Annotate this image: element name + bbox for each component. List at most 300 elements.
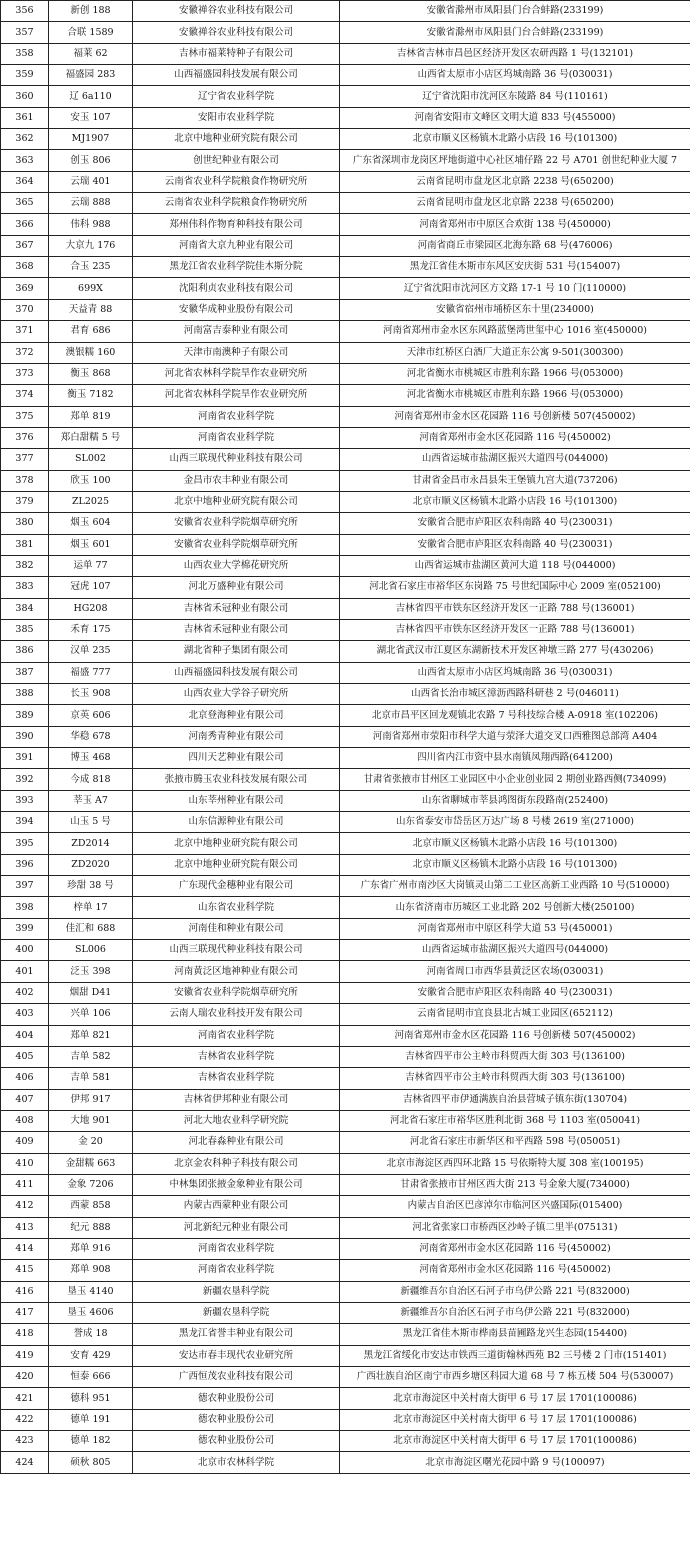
table-row (1, 748, 690, 769)
variety-name-cell: 长玉 908 (49, 684, 133, 705)
table-row (1, 1110, 690, 1131)
table-row (1, 1068, 690, 1089)
variety-name-cell: 运单 77 (49, 555, 133, 576)
applicant-address-cell: 安徽省合肥市庐阳区农科南路 40 号(230031) (340, 513, 690, 534)
applicant-name-cell: 辽宁省农业科学院 (133, 86, 340, 107)
applicant-name-cell: 沈阳利贞农业科技有限公司 (133, 278, 340, 299)
table-row (1, 619, 690, 640)
table-row (1, 854, 690, 875)
variety-name-cell: 华稳 678 (49, 726, 133, 747)
row-number-cell: 382 (1, 555, 49, 576)
table-row (1, 107, 690, 128)
table-row (1, 278, 690, 299)
applicant-name-cell: 安徽省农业科学院烟草研究所 (133, 982, 340, 1003)
applicant-address-cell: 河北省衡水市桃城区市胜利东路 1966 号(053000) (340, 363, 690, 384)
table-row (1, 299, 690, 320)
variety-name-cell: SL006 (49, 940, 133, 961)
applicant-address-cell: 山西省运城市盐湖区黄河大道 118 号(044000) (340, 555, 690, 576)
variety-name-cell: 烟玉 601 (49, 534, 133, 555)
applicant-address-cell: 内蒙古自治区巴彦淖尔市临河区兴盛国际(015400) (340, 1196, 690, 1217)
table-row (1, 918, 690, 939)
applicant-name-cell: 黑龙江省誉丰种业有限公司 (133, 1324, 340, 1345)
row-number-cell: 372 (1, 342, 49, 363)
table-row (1, 449, 690, 470)
table-row (1, 1132, 690, 1153)
variety-name-cell: 合联 1589 (49, 22, 133, 43)
applicant-name-cell: 北京登海种业有限公司 (133, 705, 340, 726)
applicant-name-cell: 湖北省种子集团有限公司 (133, 641, 340, 662)
table-row (1, 555, 690, 576)
applicant-address-cell: 河北省张家口市桥西区沙岭子镇二里半(075131) (340, 1217, 690, 1238)
variety-name-cell: 德单 182 (49, 1431, 133, 1452)
table-row (1, 897, 690, 918)
table-row (1, 193, 690, 214)
applicant-name-cell: 广西恒茂农业科技有限公司 (133, 1367, 340, 1388)
table-row (1, 876, 690, 897)
table-row (1, 961, 690, 982)
row-number-cell: 394 (1, 812, 49, 833)
table-row (1, 129, 690, 150)
applicant-name-cell: 安徽华成种业股份有限公司 (133, 299, 340, 320)
applicant-name-cell: 河南省农业科学院 (133, 1025, 340, 1046)
variety-name-cell: 福盛 777 (49, 662, 133, 683)
applicant-name-cell: 山西福盛园科技发展有限公司 (133, 65, 340, 86)
variety-name-cell: 天益青 88 (49, 299, 133, 320)
table-row (1, 1, 690, 22)
row-number-cell: 364 (1, 171, 49, 192)
table-row (1, 1409, 690, 1430)
variety-name-cell: 郑单 916 (49, 1238, 133, 1259)
applicant-name-cell: 山西农业大学棉花研究所 (133, 555, 340, 576)
table-row (1, 705, 690, 726)
table-row (1, 833, 690, 854)
variety-name-cell: 垦玉 4140 (49, 1281, 133, 1302)
row-number-cell: 374 (1, 385, 49, 406)
applicant-address-cell: 河北省石家庄市裕华区东岗路 75 号世纪国际中心 2009 室(052100) (340, 577, 690, 598)
applicant-address-cell: 吉林省四平市伊通满族自治县营城子镇东街(130704) (340, 1089, 690, 1110)
applicant-address-cell: 山西省运城市盐湖区振兴大道四号(044000) (340, 449, 690, 470)
row-number-cell: 410 (1, 1153, 49, 1174)
applicant-name-cell: 河南省农业科学院 (133, 427, 340, 448)
applicant-name-cell: 安徽禅谷农业科技有限公司 (133, 22, 340, 43)
applicant-address-cell: 河南省郑州市金水区花园路 116 号创新楼 507(450002) (340, 406, 690, 427)
row-number-cell: 419 (1, 1345, 49, 1366)
applicant-name-cell: 新疆农垦科学院 (133, 1302, 340, 1323)
applicant-address-cell: 河南省郑州市中原区合欢街 138 号(450000) (340, 214, 690, 235)
applicant-name-cell: 德农种业股份公司 (133, 1409, 340, 1430)
applicant-address-cell: 北京市顺义区杨镇木北路小店段 16 号(101300) (340, 854, 690, 875)
applicant-address-cell: 河北省石家庄市新华区和平西路 598 号(050051) (340, 1132, 690, 1153)
table-row (1, 1388, 690, 1409)
variety-name-cell: 欣玉 100 (49, 470, 133, 491)
variety-table-body (1, 1, 690, 1474)
row-number-cell: 371 (1, 321, 49, 342)
row-number-cell: 405 (1, 1046, 49, 1067)
variety-name-cell: 新创 188 (49, 1, 133, 22)
applicant-name-cell: 北京中地种业研究院有限公司 (133, 833, 340, 854)
table-row (1, 86, 690, 107)
variety-name-cell: 博玉 468 (49, 748, 133, 769)
applicant-address-cell: 北京市昌平区回龙观镇北农路 7 号科技综合楼 A-0918 室(102206) (340, 705, 690, 726)
table-row (1, 235, 690, 256)
applicant-address-cell: 山西省长治市城区漳沥西路科研巷 2 号(046011) (340, 684, 690, 705)
row-number-cell: 373 (1, 363, 49, 384)
row-number-cell: 412 (1, 1196, 49, 1217)
applicant-address-cell: 河南省安阳市文峰区文明大道 833 号(455000) (340, 107, 690, 128)
variety-name-cell: 衡玉 868 (49, 363, 133, 384)
applicant-name-cell: 山西三联现代种业科技有限公司 (133, 940, 340, 961)
variety-name-cell: 西蒙 858 (49, 1196, 133, 1217)
applicant-name-cell: 安徽省农业科学院烟草研究所 (133, 513, 340, 534)
table-row (1, 726, 690, 747)
applicant-name-cell: 河北新纪元种业有限公司 (133, 1217, 340, 1238)
row-number-cell: 388 (1, 684, 49, 705)
variety-name-cell: 德单 191 (49, 1409, 133, 1430)
row-number-cell: 381 (1, 534, 49, 555)
applicant-address-cell: 山东省济南市历城区工业北路 202 号创新大楼(250100) (340, 897, 690, 918)
applicant-name-cell: 德农种业股份公司 (133, 1431, 340, 1452)
applicant-address-cell: 湖北省武汉市江夏区东湖新技术开发区神墩三路 277 号(430206) (340, 641, 690, 662)
applicant-name-cell: 内蒙古西蒙种业有限公司 (133, 1196, 340, 1217)
applicant-address-cell: 河南省郑州市中原区科学大道 53 号(450001) (340, 918, 690, 939)
row-number-cell: 408 (1, 1110, 49, 1131)
applicant-name-cell: 山西农业大学谷子研究所 (133, 684, 340, 705)
applicant-name-cell: 天津市南澳种子有限公司 (133, 342, 340, 363)
row-number-cell: 420 (1, 1367, 49, 1388)
row-number-cell: 379 (1, 491, 49, 512)
applicant-name-cell: 河南富吉泰种业有限公司 (133, 321, 340, 342)
variety-name-cell: 今成 818 (49, 769, 133, 790)
table-row (1, 1196, 690, 1217)
table-row (1, 363, 690, 384)
applicant-address-cell: 河南省周口市西华县黄泛区农场(030031) (340, 961, 690, 982)
row-number-cell: 418 (1, 1324, 49, 1345)
applicant-name-cell: 吉林省农业科学院 (133, 1068, 340, 1089)
row-number-cell: 396 (1, 854, 49, 875)
applicant-address-cell: 山东省泰安市岱岳区万达广场 8 号楼 2619 室(271000) (340, 812, 690, 833)
applicant-name-cell: 河南省农业科学院 (133, 1260, 340, 1281)
applicant-address-cell: 北京市海淀区中关村南大街甲 6 号 17 层 1701(100086) (340, 1388, 690, 1409)
variety-name-cell: 纪元 888 (49, 1217, 133, 1238)
applicant-name-cell: 河南省农业科学院 (133, 406, 340, 427)
table-row (1, 427, 690, 448)
row-number-cell: 386 (1, 641, 49, 662)
applicant-name-cell: 河北万盛种业有限公司 (133, 577, 340, 598)
applicant-address-cell: 广东省深圳市龙岗区坪地街道中心社区埔仔路 22 号 A701 创世纪种业大厦 7 (340, 150, 690, 171)
row-number-cell: 422 (1, 1409, 49, 1430)
variety-name-cell: 郑单 821 (49, 1025, 133, 1046)
variety-name-cell: 金象 7206 (49, 1174, 133, 1195)
applicant-address-cell: 吉林省四平市铁东区经济开发区一正路 788 号(136001) (340, 598, 690, 619)
variety-name-cell: 伊邦 917 (49, 1089, 133, 1110)
table-row (1, 171, 690, 192)
row-number-cell: 397 (1, 876, 49, 897)
row-number-cell: 402 (1, 982, 49, 1003)
applicant-name-cell: 河北省农林科学院旱作农业研究所 (133, 385, 340, 406)
variety-name-cell: 梓单 17 (49, 897, 133, 918)
variety-name-cell: 君育 686 (49, 321, 133, 342)
applicant-address-cell: 山西省太原市小店区坞城南路 36 号(030031) (340, 65, 690, 86)
variety-name-cell: 烟甜 D41 (49, 982, 133, 1003)
variety-name-cell: 佳汇和 688 (49, 918, 133, 939)
row-number-cell: 375 (1, 406, 49, 427)
applicant-name-cell: 中林集团张掖金象种业有限公司 (133, 1174, 340, 1195)
table-row (1, 534, 690, 555)
table-row (1, 1153, 690, 1174)
applicant-address-cell: 北京市海淀区中关村南大街甲 6 号 17 层 1701(100086) (340, 1409, 690, 1430)
table-row (1, 470, 690, 491)
applicant-name-cell: 金昌市农丰种业有限公司 (133, 470, 340, 491)
applicant-name-cell: 河南黄泛区地神种业有限公司 (133, 961, 340, 982)
applicant-address-cell: 新疆维吾尔自治区石河子市乌伊公路 221 号(832000) (340, 1281, 690, 1302)
variety-name-cell: SL002 (49, 449, 133, 470)
applicant-address-cell: 北京市顺义区杨镇木北路小店段 16 号(101300) (340, 491, 690, 512)
table-row (1, 812, 690, 833)
table-row (1, 385, 690, 406)
applicant-address-cell: 北京市海淀区曙光花园中路 9 号(100097) (340, 1452, 690, 1473)
table-row (1, 513, 690, 534)
applicant-address-cell: 安徽省滁州市凤阳县门台合蚌路(233199) (340, 22, 690, 43)
applicant-name-cell: 山西福盛园科技发展有限公司 (133, 662, 340, 683)
applicant-address-cell: 天津市红桥区白酒厂大道正东公寓 9-501(300300) (340, 342, 690, 363)
table-row (1, 940, 690, 961)
row-number-cell: 390 (1, 726, 49, 747)
variety-name-cell: 珍甜 38 号 (49, 876, 133, 897)
applicant-address-cell: 北京市顺义区杨镇木北路小店段 16 号(101300) (340, 129, 690, 150)
variety-name-cell: 安玉 107 (49, 107, 133, 128)
applicant-name-cell: 河北大地农业科学研究院 (133, 1110, 340, 1131)
row-number-cell: 417 (1, 1302, 49, 1323)
row-number-cell: 393 (1, 790, 49, 811)
applicant-address-cell: 北京市海淀区中关村南大街甲 6 号 17 层 1701(100086) (340, 1431, 690, 1452)
applicant-address-cell: 黑龙江省佳木斯市桦南县苗圃路龙兴生态园(154400) (340, 1324, 690, 1345)
row-number-cell: 362 (1, 129, 49, 150)
applicant-name-cell: 山西三联现代种业科技有限公司 (133, 449, 340, 470)
applicant-address-cell: 河南省郑州市金水区花园路 116 号(450002) (340, 427, 690, 448)
applicant-address-cell: 云南省昆明市盘龙区北京路 2238 号(650200) (340, 171, 690, 192)
row-number-cell: 368 (1, 257, 49, 278)
variety-name-cell: 泛玉 398 (49, 961, 133, 982)
applicant-address-cell: 安徽省宿州市埇桥区东十里(234000) (340, 299, 690, 320)
variety-name-cell: 郑单 819 (49, 406, 133, 427)
applicant-address-cell: 河北省衡水市桃城区市胜利东路 1966 号(053000) (340, 385, 690, 406)
row-number-cell: 387 (1, 662, 49, 683)
applicant-name-cell: 吉林省禾冠种业有限公司 (133, 619, 340, 640)
table-row (1, 577, 690, 598)
applicant-name-cell: 吉林省伊邦种业有限公司 (133, 1089, 340, 1110)
applicant-name-cell: 云南人瑞农业科技开发有限公司 (133, 1004, 340, 1025)
applicant-address-cell: 吉林省四平市公主岭市科贸西大街 303 号(136100) (340, 1046, 690, 1067)
variety-name-cell: 福盛园 283 (49, 65, 133, 86)
applicant-address-cell: 辽宁省沈阳市沈河区东陵路 84 号(110161) (340, 86, 690, 107)
row-number-cell: 391 (1, 748, 49, 769)
variety-name-cell: MJ1907 (49, 129, 133, 150)
variety-name-cell: 汉单 235 (49, 641, 133, 662)
applicant-name-cell: 广东现代金穗种业有限公司 (133, 876, 340, 897)
variety-name-cell: 垦玉 4606 (49, 1302, 133, 1323)
applicant-address-cell: 广东省广州市南沙区大岗镇灵山第二工业区高新工业西路 10 号(510000) (340, 876, 690, 897)
row-number-cell: 411 (1, 1174, 49, 1195)
applicant-name-cell: 安徽省农业科学院烟草研究所 (133, 534, 340, 555)
row-number-cell: 423 (1, 1431, 49, 1452)
applicant-address-cell: 安徽省合肥市庐阳区农科南路 40 号(230031) (340, 982, 690, 1003)
row-number-cell: 358 (1, 43, 49, 64)
row-number-cell: 360 (1, 86, 49, 107)
table-row (1, 1302, 690, 1323)
applicant-address-cell: 四川省内江市资中县水南镇凤翔西路(641200) (340, 748, 690, 769)
row-number-cell: 361 (1, 107, 49, 128)
applicant-name-cell: 安达市春丰现代农业研究所 (133, 1345, 340, 1366)
variety-name-cell: 金甜糯 663 (49, 1153, 133, 1174)
variety-name-cell: 大京九 176 (49, 235, 133, 256)
row-number-cell: 415 (1, 1260, 49, 1281)
applicant-name-cell: 山东省农业科学院 (133, 897, 340, 918)
variety-name-cell: 冠虎 107 (49, 577, 133, 598)
applicant-name-cell: 张掖市腾玉农业科技发展有限公司 (133, 769, 340, 790)
row-number-cell: 389 (1, 705, 49, 726)
row-number-cell: 384 (1, 598, 49, 619)
row-number-cell: 413 (1, 1217, 49, 1238)
row-number-cell: 370 (1, 299, 49, 320)
table-row (1, 150, 690, 171)
variety-name-cell: 云瑞 401 (49, 171, 133, 192)
row-number-cell: 377 (1, 449, 49, 470)
applicant-address-cell: 黑龙江省佳木斯市东风区安庆街 531 号(154007) (340, 257, 690, 278)
row-number-cell: 403 (1, 1004, 49, 1025)
variety-name-cell: 云瑞 888 (49, 193, 133, 214)
applicant-address-cell: 甘肃省张掖市甘州区西大街 213 号金象大厦(734000) (340, 1174, 690, 1195)
applicant-address-cell: 北京市海淀区西四环北路 15 号依斯特大厦 308 室(100195) (340, 1153, 690, 1174)
applicant-address-cell: 吉林省四平市铁东区经济开发区一正路 788 号(136001) (340, 619, 690, 640)
row-number-cell: 401 (1, 961, 49, 982)
variety-name-cell: 安育 429 (49, 1345, 133, 1366)
applicant-address-cell: 安徽省滁州市凤阳县门台合蚌路(233199) (340, 1, 690, 22)
row-number-cell: 357 (1, 22, 49, 43)
applicant-address-cell: 新疆维吾尔自治区石河子市乌伊公路 221 号(832000) (340, 1302, 690, 1323)
applicant-address-cell: 山西省太原市小店区坞城南路 36 号(030031) (340, 662, 690, 683)
applicant-name-cell: 吉林省禾冠种业有限公司 (133, 598, 340, 619)
table-row (1, 1046, 690, 1067)
table-row (1, 1431, 690, 1452)
table-row (1, 43, 690, 64)
variety-name-cell: 衡玉 7182 (49, 385, 133, 406)
row-number-cell: 416 (1, 1281, 49, 1302)
row-number-cell: 409 (1, 1132, 49, 1153)
row-number-cell: 404 (1, 1025, 49, 1046)
table-row (1, 598, 690, 619)
applicant-address-cell: 安徽省合肥市庐阳区农科南路 40 号(230031) (340, 534, 690, 555)
applicant-address-cell: 河南省郑州市金水区花园路 116 号(450002) (340, 1238, 690, 1259)
table-row (1, 1004, 690, 1025)
applicant-name-cell: 云南省农业科学院粮食作物研究所 (133, 171, 340, 192)
applicant-address-cell: 河南省商丘市梁园区北海东路 68 号(476006) (340, 235, 690, 256)
variety-name-cell: 莘玉 A7 (49, 790, 133, 811)
table-row (1, 982, 690, 1003)
variety-name-cell: 兴单 106 (49, 1004, 133, 1025)
applicant-name-cell: 安阳市农业科学院 (133, 107, 340, 128)
applicant-address-cell: 北京市顺义区杨镇木北路小店段 16 号(101300) (340, 833, 690, 854)
applicant-address-cell: 河南省郑州市金水区东风路蓝堡湾世玺中心 1016 室(450000) (340, 321, 690, 342)
table-row (1, 662, 690, 683)
applicant-address-cell: 吉林省吉林市昌邑区经济开发区农研西路 1 号(132101) (340, 43, 690, 64)
table-row (1, 1345, 690, 1366)
applicant-name-cell: 河南佳和种业有限公司 (133, 918, 340, 939)
variety-name-cell: 山玉 5 号 (49, 812, 133, 833)
applicant-name-cell: 吉林市福莱特种子有限公司 (133, 43, 340, 64)
variety-name-cell: 烟玉 604 (49, 513, 133, 534)
applicant-name-cell: 云南省农业科学院粮食作物研究所 (133, 193, 340, 214)
variety-name-cell: 誉成 18 (49, 1324, 133, 1345)
table-row (1, 1367, 690, 1388)
table-row (1, 321, 690, 342)
applicant-name-cell: 北京中地种业研究院有限公司 (133, 491, 340, 512)
row-number-cell: 385 (1, 619, 49, 640)
applicant-name-cell: 山东莘州种业有限公司 (133, 790, 340, 811)
table-row (1, 1174, 690, 1195)
variety-name-cell: 吉单 582 (49, 1046, 133, 1067)
variety-name-cell: ZL2025 (49, 491, 133, 512)
row-number-cell: 367 (1, 235, 49, 256)
table-row (1, 1281, 690, 1302)
applicant-address-cell: 广西壮族自治区南宁市西乡塘区科园大道 68 号 7 栋五楼 504 号(530007) (340, 1367, 690, 1388)
row-number-cell: 380 (1, 513, 49, 534)
table-row (1, 406, 690, 427)
table-row (1, 1452, 690, 1473)
table-row (1, 641, 690, 662)
variety-name-cell: HG208 (49, 598, 133, 619)
variety-name-cell: 德科 951 (49, 1388, 133, 1409)
applicant-name-cell: 河南秀青种业有限公司 (133, 726, 340, 747)
applicant-address-cell: 黑龙江省绥化市安达市铁西三道街翰林西苑 B2 三号楼 2 门市(151401) (340, 1345, 690, 1366)
row-number-cell: 392 (1, 769, 49, 790)
table-row (1, 214, 690, 235)
applicant-name-cell: 河北春淼种业有限公司 (133, 1132, 340, 1153)
row-number-cell: 369 (1, 278, 49, 299)
applicant-address-cell: 吉林省四平市公主岭市科贸西大街 303 号(136100) (340, 1068, 690, 1089)
applicant-address-cell: 河南省郑州市金水区花园路 116 号(450002) (340, 1260, 690, 1281)
table-row (1, 769, 690, 790)
row-number-cell: 359 (1, 65, 49, 86)
row-number-cell: 363 (1, 150, 49, 171)
table-row (1, 342, 690, 363)
variety-name-cell: 澳银糯 160 (49, 342, 133, 363)
applicant-name-cell: 郑州伟科作物育种科技有限公司 (133, 214, 340, 235)
variety-name-cell: 合玉 235 (49, 257, 133, 278)
row-number-cell: 356 (1, 1, 49, 22)
table-row (1, 1260, 690, 1281)
row-number-cell: 395 (1, 833, 49, 854)
applicant-name-cell: 河南省农业科学院 (133, 1238, 340, 1259)
table-row (1, 1089, 690, 1110)
row-number-cell: 366 (1, 214, 49, 235)
table-row (1, 790, 690, 811)
table-row (1, 22, 690, 43)
table-row (1, 1217, 690, 1238)
applicant-address-cell: 辽宁省沈阳市沈河区方文路 17-1 号 10 门(110000) (340, 278, 690, 299)
variety-name-cell: ZD2020 (49, 854, 133, 875)
table-row (1, 1238, 690, 1259)
applicant-name-cell: 新疆农垦科学院 (133, 1281, 340, 1302)
table-row (1, 257, 690, 278)
applicant-name-cell: 吉林省农业科学院 (133, 1046, 340, 1067)
variety-name-cell: 大地 901 (49, 1110, 133, 1131)
variety-name-cell: 金 20 (49, 1132, 133, 1153)
applicant-name-cell: 山东信源种业有限公司 (133, 812, 340, 833)
row-number-cell: 399 (1, 918, 49, 939)
applicant-address-cell: 河北省石家庄市裕华区胜利北街 368 号 1103 室(050041) (340, 1110, 690, 1131)
variety-name-cell: 郑单 908 (49, 1260, 133, 1281)
table-row (1, 1324, 690, 1345)
